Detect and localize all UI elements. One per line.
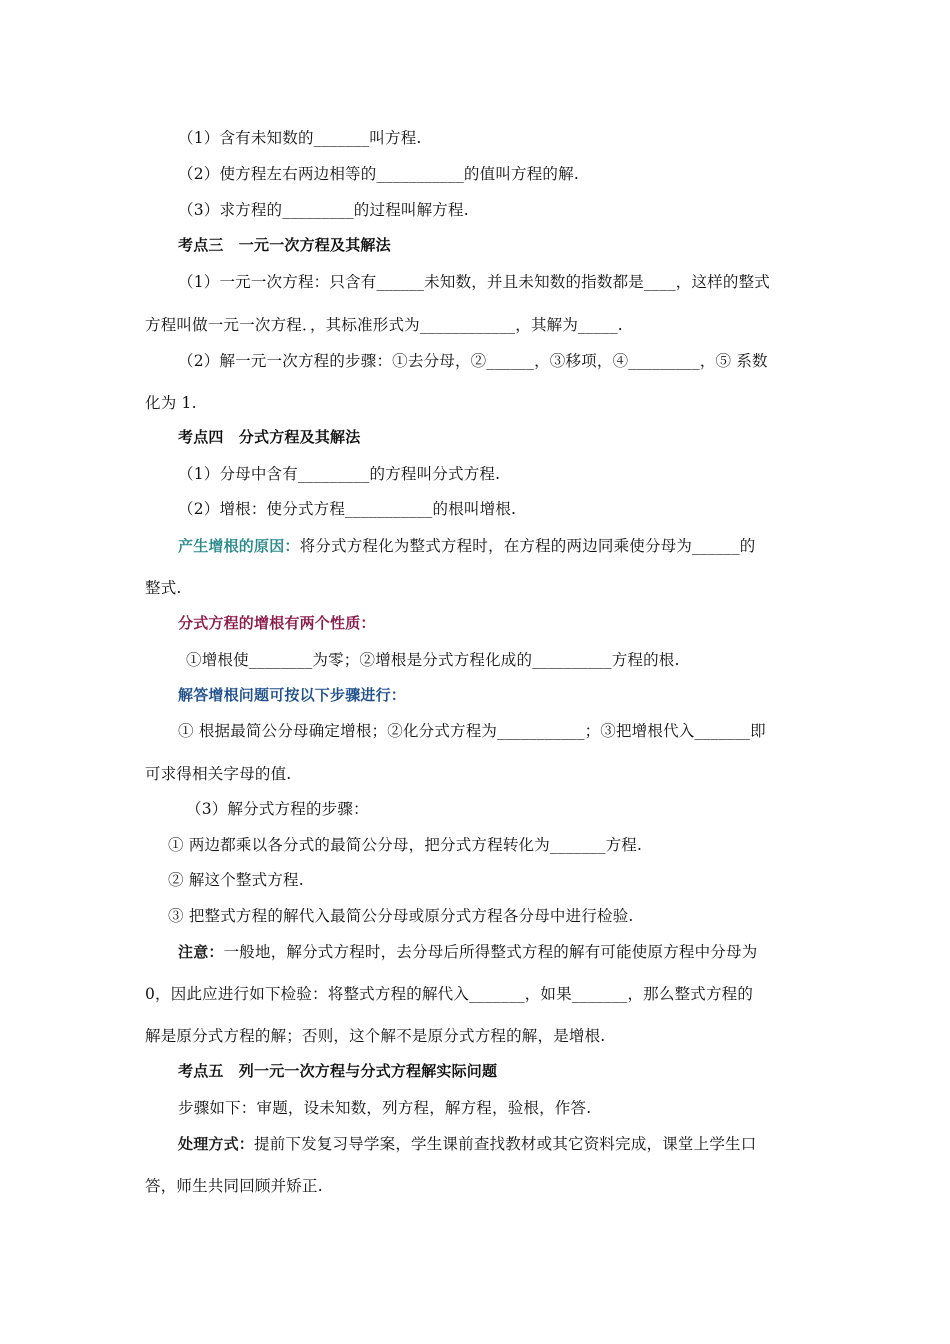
linear-equation-steps: （2）解一元一次方程的步骤：①去分母，②______，③移项，④_________，⑤ 系数 (178, 352, 768, 370)
linear-equation-def: （1）一元一次方程：只含有______未知数，并且未知数的指数都是____，这样的整式 (178, 273, 770, 291)
section-heading-5: 考点五 列一元一次方程与分式方程解实际问题 (178, 1062, 498, 1080)
solve-step-3: ③ 把整式方程的解代入最简公分母或原分式方程各分母中进行检验. (168, 907, 634, 925)
fractional-equation-def: （1）分母中含有_________的方程叫分式方程. (178, 465, 501, 483)
section-heading-4: 考点四 分式方程及其解法 (178, 428, 361, 446)
extraneous-root-def: （2）增根：使分式方程___________的根叫增根. (178, 500, 517, 518)
solve-step-1: ① 两边都乘以各分式的最简公分母，把分式方程转化为_______方程. (168, 836, 643, 854)
definition-solution: （2）使方程左右两边相等的___________的值叫方程的解. (178, 165, 579, 183)
extraneous-root-reason (178, 534, 756, 556)
solve-step-2: ② 解这个整式方程. (168, 871, 304, 889)
definition-equation: （1）含有未知数的_______叫方程. (178, 129, 422, 147)
word-problem-steps: 步骤如下：审题，设未知数，列方程，解方程，验根，作答. (178, 1099, 592, 1117)
section-heading-3: 考点三 一元一次方程及其解法 (178, 236, 391, 254)
extraneous-steps: ① 根据最简公分母确定增根；②化分式方程为___________；③把增根代入_______即 (178, 722, 766, 740)
extraneous-root-reason-cont: 整式. (145, 579, 182, 597)
note-label: 注意： (178, 943, 224, 961)
handling-text: 提前下发复习导学案，学生课前查找教材或其它资料完成，课堂上学生口 (254, 1135, 757, 1153)
handling-label: 处理方式： (178, 1135, 255, 1153)
definition-solving: （3）求方程的_________的过程叫解方程. (178, 201, 469, 219)
reason-text: 将分式方程化为整式方程时，在方程的两边同乘使分母为______的 (299, 537, 756, 555)
steps-heading: 解答增根问题可按以下步骤进行： (178, 686, 407, 704)
properties-heading: 分式方程的增根有两个性质： (178, 614, 376, 632)
note-line (178, 940, 757, 962)
reason-label: 产生增根的原因： (178, 537, 300, 555)
note-line-2: 0，因此应进行如下检验：将整式方程的解代入_______，如果_______，那么整式方程的 (145, 985, 754, 1003)
fractional-solve-heading: （3）解分式方程的步骤： (186, 800, 369, 818)
note-text: 一般地，解分式方程时，去分母后所得整式方程的解有可能使原方程中分母为 (223, 943, 758, 961)
handling-line (178, 1132, 756, 1154)
extraneous-steps-cont: 可求得相关字母的值. (145, 765, 292, 783)
handling-line-2: 答，师生共同回顾并矫正. (145, 1177, 323, 1195)
note-line-3: 解是原分式方程的解；否则，这个解不是原分式方程的解，是增根. (145, 1027, 606, 1045)
properties-text: ①增根使________为零；②增根是分式方程化成的__________方程的根. (186, 651, 680, 669)
linear-equation-steps-cont: 化为 1. (145, 394, 197, 412)
linear-equation-def-cont: 方程叫做一元一次方程．，其标准形式为____________，其解为_____. (145, 316, 623, 334)
